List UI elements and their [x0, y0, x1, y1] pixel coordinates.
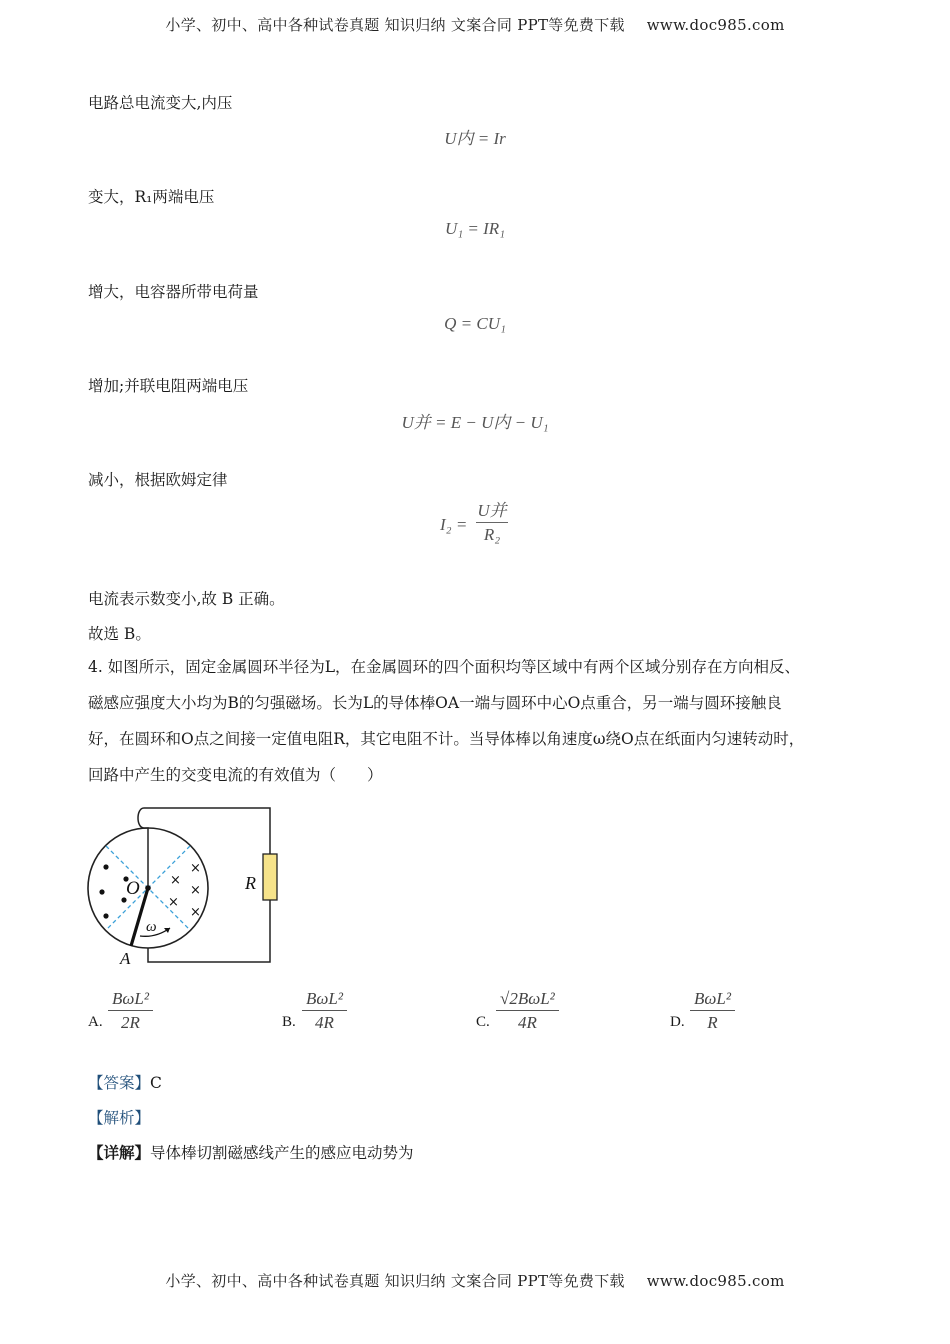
option-b-numerator: BωL² [302, 988, 347, 1011]
text-line-5: 减小，根据欧姆定律 [88, 471, 228, 489]
equation-internal-voltage: U内 = Ir [444, 129, 506, 148]
detail-text: 导体棒切割磁感线产生的感应电动势为 [150, 1144, 414, 1162]
option-b-fraction [302, 988, 347, 1035]
question-line-1: 4. 如图所示，固定金属圆环半径为L，在金属圆环的四个面积均等区域中有两个区域分别存在方向相反、 [88, 658, 801, 676]
equation-parallel-voltage: U并 = E − U内 − U₁ [401, 413, 549, 432]
option-b-denominator: 4R [315, 1013, 334, 1032]
header-banner [0, 14, 950, 35]
option-a-label: A. [88, 1014, 103, 1030]
answer-line [88, 1071, 162, 1093]
equation-charge: Q = CU₁ [444, 314, 506, 333]
banner-site-link[interactable]: www.doc985.com [646, 16, 785, 34]
option-c-label: C. [476, 1014, 490, 1030]
circuit-figure [82, 800, 292, 972]
option-d-fraction [690, 988, 735, 1035]
field-dot [99, 889, 104, 894]
ohm-numerator: U并 [476, 500, 508, 523]
text-line-4: 增加;并联电阻两端电压 [88, 377, 249, 395]
banner-text: 小学、初中、高中各种试卷真题 知识归纳 文案合同 PPT等免费下载 [165, 16, 625, 34]
field-dot [103, 913, 108, 918]
label-r: R [245, 873, 256, 893]
equation-r1-voltage: U₁ = IR₁ [444, 219, 506, 238]
option-c-numerator: √2BωL² [496, 988, 559, 1011]
option-b-label: B. [282, 1014, 296, 1030]
option-a-numerator: BωL² [108, 988, 153, 1011]
detail-line [88, 1141, 414, 1163]
field-cross: × [190, 861, 201, 876]
field-cross: × [168, 895, 179, 910]
label-o: O [126, 878, 140, 899]
option-c-denominator: 4R [517, 1013, 537, 1032]
footer-banner [0, 1270, 950, 1291]
option-a-fraction [108, 988, 153, 1035]
analysis-line [88, 1106, 150, 1128]
question-line-3: 好，在圆环和O点之间接一定值电阻R，其它电阻不计。当导体棒以角速度ω绕O点在纸面内匀速转动时， [88, 730, 805, 748]
label-a: A [120, 949, 131, 968]
text-line-2: 变大，R₁两端电压 [88, 188, 215, 206]
ohm-denominator: R₂ [483, 525, 501, 544]
label-omega: ω [146, 919, 157, 935]
question-line-4: 回路中产生的交变电流的有效值为（ ） [88, 766, 383, 784]
answer-value: C [150, 1074, 162, 1092]
ohm-lhs: I₂ = [440, 515, 468, 534]
option-d-label: D. [670, 1014, 685, 1030]
field-cross: × [190, 883, 201, 898]
field-cross: × [170, 873, 181, 888]
text-line-1: 电路总电流变大,内压 [88, 94, 233, 112]
option-d-numerator: BωL² [690, 988, 735, 1011]
option-c-fraction [496, 988, 559, 1035]
resistor [263, 854, 277, 900]
ohm-fraction [476, 500, 508, 547]
option-d-denominator: R [707, 1013, 718, 1032]
answer-tag: 【答案】 [88, 1074, 151, 1092]
center-lead-wire [138, 808, 148, 888]
question-line-2: 磁感应强度大小均为B的匀强磁场。长为L的导体棒OA一端与圆环中心O点重合，另一端与圆环接触良 [88, 694, 782, 712]
footer-banner-text: 小学、初中、高中各种试卷真题 知识归纳 文案合同 PPT等免费下载 [165, 1272, 625, 1290]
center-point [145, 885, 151, 891]
text-line-6: 电流表示数变小,故 B 正确。 [88, 590, 285, 608]
field-dot [103, 864, 108, 869]
detail-tag: 【详解】 [88, 1143, 151, 1162]
option-a-denominator: 2R [121, 1013, 140, 1032]
text-line-7: 故选 B。 [88, 625, 151, 643]
analysis-tag: 【解析】 [88, 1109, 151, 1127]
field-cross: × [190, 905, 201, 920]
text-line-3: 增大，电容器所带电荷量 [88, 283, 259, 301]
footer-site-link[interactable]: www.doc985.com [646, 1272, 785, 1290]
